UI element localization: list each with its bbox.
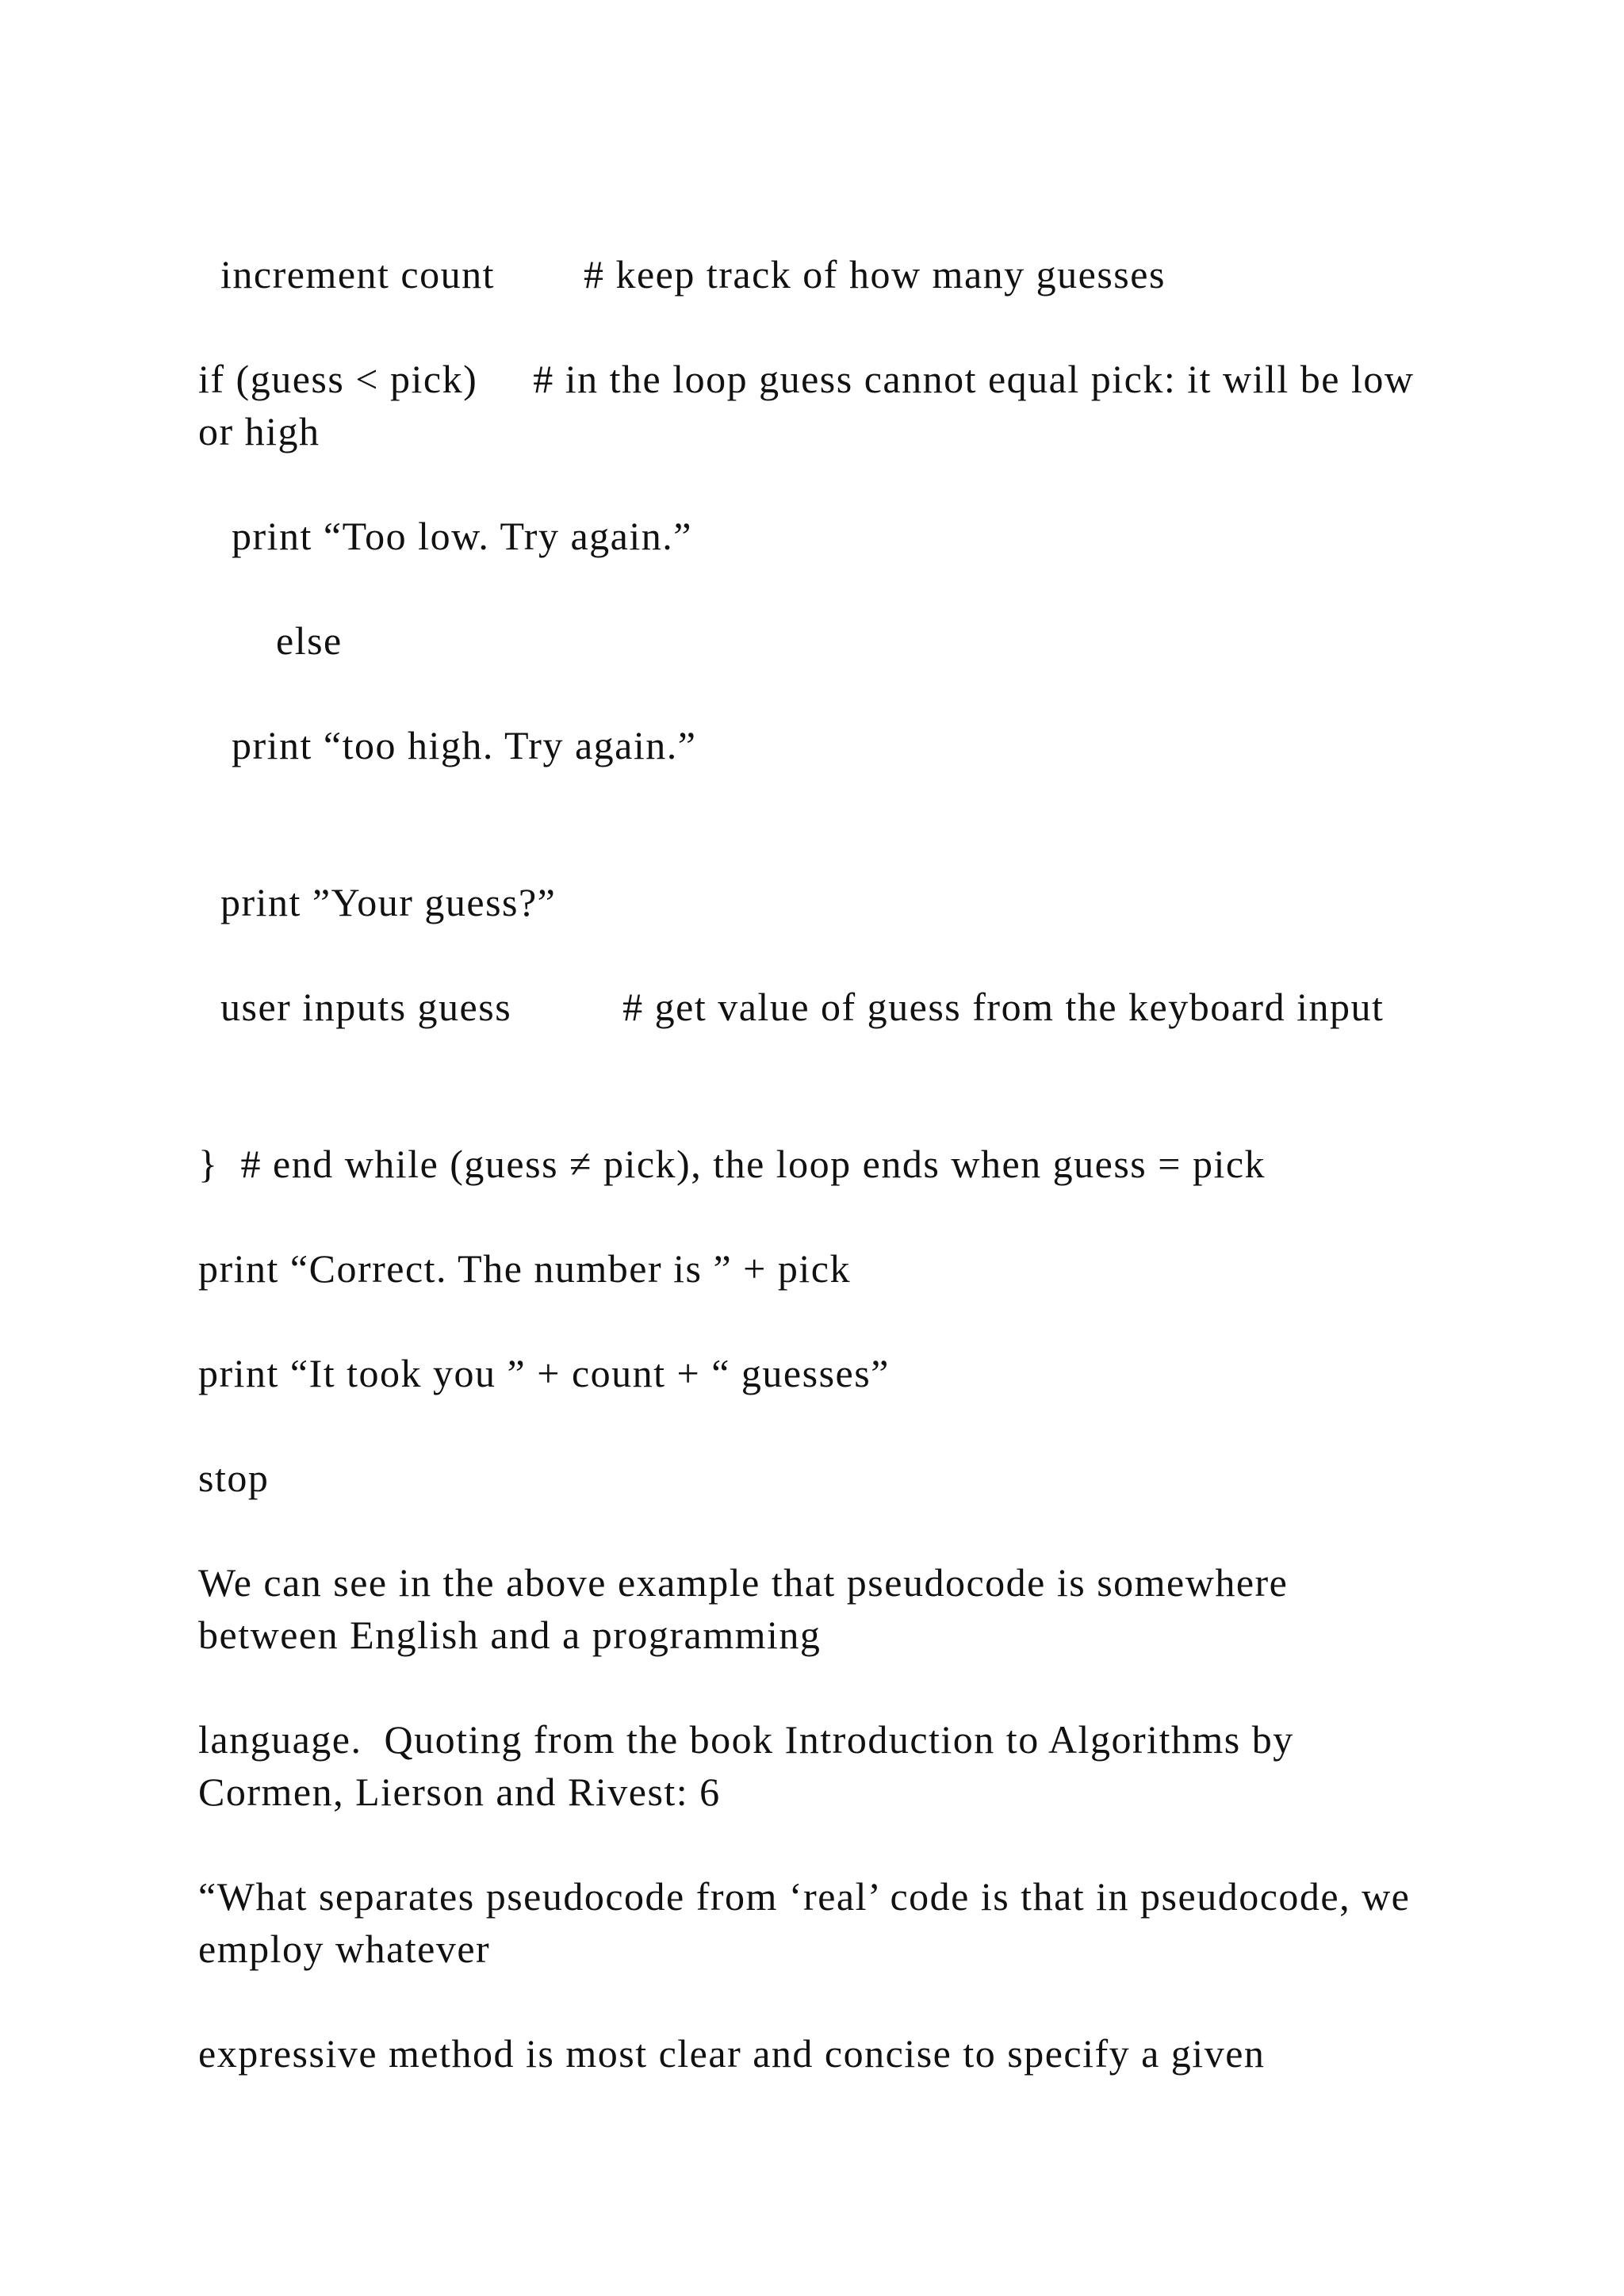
code-line-print-too-high: print “too high. Try again.”	[198, 723, 697, 767]
code-line-print-correct: print “Correct. The number is ” + pick	[198, 1246, 851, 1291]
paragraph-pseudocode-between-english: We can see in the above example that pseudocode is somewhere between English and a programming	[198, 1560, 1300, 1657]
code-line-user-inputs-guess: user inputs guess # get value of guess from the keyboard input	[198, 985, 1385, 1029]
code-line-stop: stop	[198, 1456, 270, 1500]
paragraph-quote-what-separates-pseudocode: “What separates pseudocode from ‘real’ code is that in pseudocode, we employ whatever	[198, 1874, 1422, 1971]
code-line-if-guess-less-than-pick: if (guess < pick) # in the loop guess cannot equal pick: it will be low or high	[198, 357, 1426, 453]
code-line-print-your-guess: print ”Your guess?”	[198, 880, 557, 924]
code-line-else: else	[198, 618, 343, 663]
paragraph-expressive-method: expressive method is most clear and concise to specify a given	[198, 2031, 1266, 2076]
code-line-print-it-took-you: print “It took you ” + count + “ guesses”	[198, 1351, 890, 1395]
code-line-end-while: } # end while (guess ≠ pick), the loop ends when guess = pick	[198, 1142, 1266, 1186]
code-line-print-too-low: print “Too low. Try again.”	[198, 514, 692, 558]
code-line-increment-count: increment count # keep track of how many guesses	[198, 252, 1166, 297]
paragraph-quoting-introduction-to-algorithms: language. Quoting from the book Introduction to Algorithms by Cormen, Lierson and Rivest: 6	[198, 1717, 1305, 1814]
